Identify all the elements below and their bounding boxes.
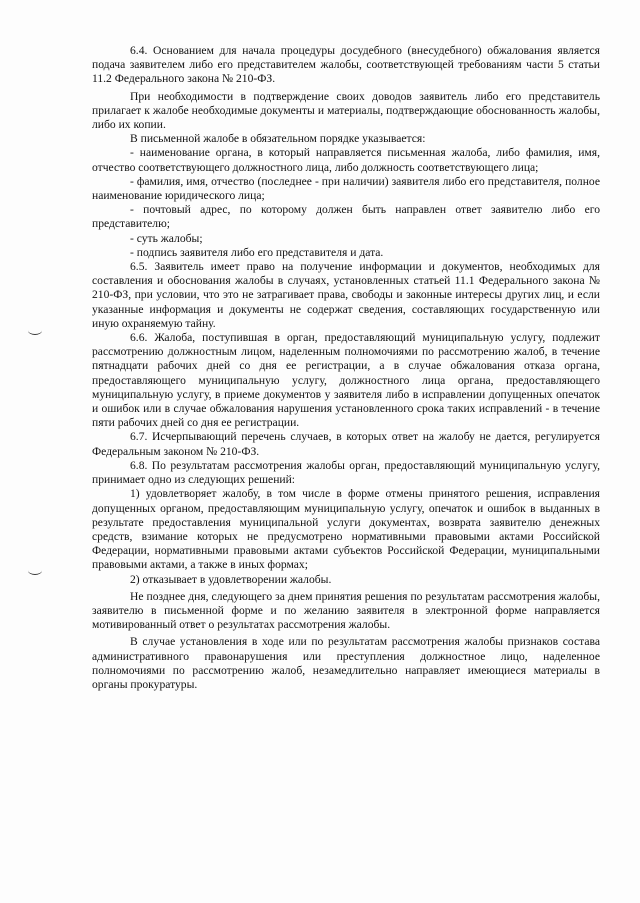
paragraph-6-7: 6.7. Исчерпывающий перечень случаев, в которых ответ на жалобу не дается, регулируется Федеральным законом № 210-ФЗ. [92,430,600,458]
list-item-applicant-name: - фамилия, имя, отчество (последнее - при наличии) заявителя либо его представителя, полное наименование юридического лица; [92,174,600,203]
paragraph-prosecutor-referral: В случае установления в ходе или по результатам рассмотрения жалобы признаков состава административного правонарушения или преступления должностное лицо, наделенное полномочиями по рассмотрению жалоб, незамедлительно направляет имеющиеся материалы в органы прокуратуры. [92,635,600,691]
paragraph-complaint-contents-intro: В письменной жалобе в обязательном порядке указывается: [130,132,426,146]
decision-item-satisfy: 1) удовлетворяет жалобу, в том числе в форме отмены принятого решения, исправления допущенных органом, предоставляющим муниципальную услугу, опечаток и ошибок в выданных в результате предоставления муниципальной услуги документах, возврата заявителю денежных средств, взимание которых не предусмотрено нормативными правовыми актами Российской Федерации, нормативными правовыми актами субъектов Российской Федерации, муниципальными правовыми актами, а также в иных формах; [92,487,600,572]
paragraph-6-4: 6.4. Основанием для начала процедуры досудебного (внесудебного) обжалования является подача заявителем либо его представителем жалобы, соответствующей требованиям части 5 статьи 11.2 Федерального закона № 210-ФЗ. [92,44,600,86]
decision-item-refuse: 2) отказывает в удовлетворении жалобы. [130,572,332,586]
binder-hole-mark-top [28,326,42,335]
paragraph-supporting-documents: При необходимости в подтверждение своих доводов заявитель либо его представитель прилагает к жалобе необходимые документы и материалы, подтверждающие обоснованность жалобы, либо их копии. [92,89,600,132]
paragraph-response-deadline: Не позднее дня, следующего за днем принятия решения по результатам рассмотрения жалобы, заявителю в письменной форме и по желанию заявителя в электронной форме направляется мотивированный ответ о результатах рассмотрения жалобы. [92,589,600,632]
document-body [92,44,600,692]
paragraph-6-8: 6.8. По результатам рассмотрения жалобы орган, предоставляющий муниципальную услугу, принимает одно из следующих решений: [92,458,600,487]
paragraph-6-5: 6.5. Заявитель имеет право на получение информации и документов, необходимых для составления и обоснования жалобы в случаях, установленных статьей 11.1 Федерального закона № 210-ФЗ, при условии, что это не затрагивает права, свободы и законные интересы других лиц, и если указанные информация и документы не содержат сведения, составляющих государственную или иную охраняемую тайну. [92,260,600,330]
list-item-signature-date: - подпись заявителя либо его представителя и дата. [130,245,384,259]
paragraph-6-6: 6.6. Жалоба, поступившая в орган, предоставляющий муниципальную услугу, подлежит рассмотрению должностным лицом, наделенным полномочиями по рассмотрению жалоб, в течение пятнадцати рабочих дней со дня ее регистрации, а в случае обжалования отказа органа, предоставляющего муниципальную услугу, должностного лица органа, предоставляющего муниципальную услугу, в приеме документов у заявителя либо в исправлении допущенных опечаток и ошибок или в случае обжалования нарушения установленного срока таких исправлений - в течение пяти рабочих дней со дня ее регистрации. [92,331,600,430]
list-item-organ-name: - наименование органа, в который направляется письменная жалоба, либо фамилия, имя, отчество соответствующего должностного лица, либо должность соответствующего лица; [92,146,600,174]
list-item-complaint-essence: - суть жалобы; [130,231,203,245]
binder-hole-mark-bottom [28,566,42,575]
list-item-postal-address: - почтовый адрес, по которому должен быть направлен ответ заявителю либо его представителю; [92,203,600,231]
